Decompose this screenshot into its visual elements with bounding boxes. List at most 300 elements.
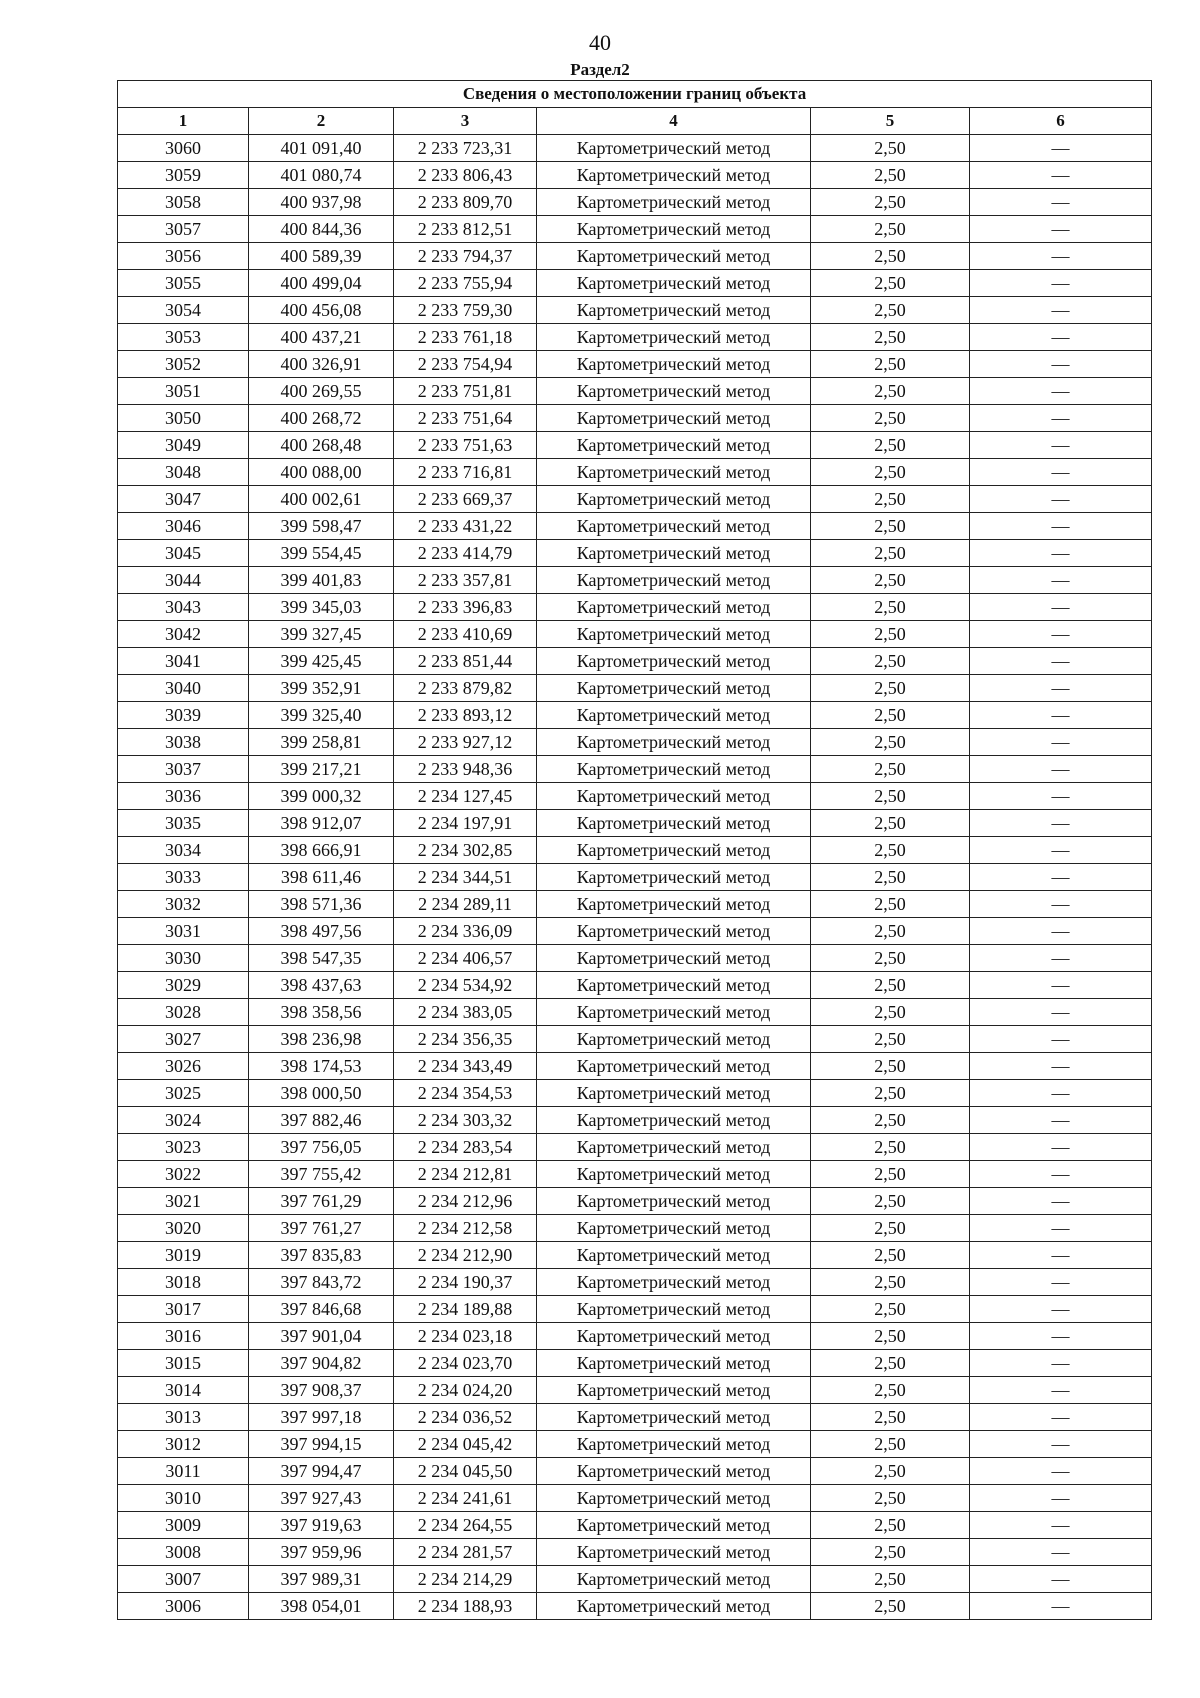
column-header-1: 1 [118, 108, 249, 135]
cell-coord-y: 2 233 809,70 [394, 189, 537, 216]
cell-coord-x: 400 844,36 [249, 216, 394, 243]
cell-accuracy: 2,50 [811, 189, 970, 216]
cell-point-number: 3025 [118, 1080, 249, 1107]
cell-point-number: 3045 [118, 540, 249, 567]
cell-point-number: 3047 [118, 486, 249, 513]
cell-coord-y: 2 233 716,81 [394, 459, 537, 486]
cell-coord-y: 2 234 406,57 [394, 945, 537, 972]
cell-point-number: 3041 [118, 648, 249, 675]
cell-coord-y: 2 233 751,63 [394, 432, 537, 459]
table-row [118, 1053, 1152, 1080]
cell-description: — [970, 648, 1152, 675]
cell-coord-y: 2 234 534,92 [394, 972, 537, 999]
cell-description: — [970, 1485, 1152, 1512]
cell-accuracy: 2,50 [811, 1593, 970, 1620]
cell-method: Картометрический метод [537, 216, 811, 243]
cell-coord-y: 2 233 414,79 [394, 540, 537, 567]
cell-description: — [970, 1404, 1152, 1431]
table-body [118, 135, 1152, 1620]
cell-description: — [970, 567, 1152, 594]
cell-accuracy: 2,50 [811, 459, 970, 486]
cell-coord-y: 2 234 212,81 [394, 1161, 537, 1188]
table-row [118, 837, 1152, 864]
cell-coord-x: 398 497,56 [249, 918, 394, 945]
table-row [118, 135, 1152, 162]
table-row [118, 675, 1152, 702]
cell-method: Картометрический метод [537, 1188, 811, 1215]
cell-coord-y: 2 234 281,57 [394, 1539, 537, 1566]
cell-coord-y: 2 234 344,51 [394, 864, 537, 891]
cell-coord-y: 2 233 851,44 [394, 648, 537, 675]
cell-method: Картометрический метод [537, 1566, 811, 1593]
table-row [118, 1512, 1152, 1539]
section-title: Раздел2 [570, 60, 630, 79]
coordinates-table [117, 80, 1152, 1620]
table-row [118, 864, 1152, 891]
cell-accuracy: 2,50 [811, 594, 970, 621]
cell-coord-y: 2 233 893,12 [394, 702, 537, 729]
cell-coord-y: 2 234 302,85 [394, 837, 537, 864]
cell-point-number: 3024 [118, 1107, 249, 1134]
cell-coord-x: 397 755,42 [249, 1161, 394, 1188]
cell-point-number: 3037 [118, 756, 249, 783]
cell-coord-y: 2 233 669,37 [394, 486, 537, 513]
cell-description: — [970, 891, 1152, 918]
cell-method: Картометрический метод [537, 1404, 811, 1431]
cell-description: — [970, 1269, 1152, 1296]
cell-point-number: 3006 [118, 1593, 249, 1620]
cell-method: Картометрический метод [537, 405, 811, 432]
cell-accuracy: 2,50 [811, 756, 970, 783]
cell-coord-y: 2 233 794,37 [394, 243, 537, 270]
cell-coord-x: 398 000,50 [249, 1080, 394, 1107]
cell-coord-y: 2 233 396,83 [394, 594, 537, 621]
cell-coord-x: 398 547,35 [249, 945, 394, 972]
cell-description: — [970, 1242, 1152, 1269]
cell-method: Картометрический метод [537, 999, 811, 1026]
table-row [118, 1377, 1152, 1404]
cell-description: — [970, 1188, 1152, 1215]
table-row [118, 405, 1152, 432]
cell-point-number: 3046 [118, 513, 249, 540]
cell-accuracy: 2,50 [811, 621, 970, 648]
cell-method: Картометрический метод [537, 1593, 811, 1620]
cell-coord-y: 2 234 264,55 [394, 1512, 537, 1539]
table-row [118, 702, 1152, 729]
cell-point-number: 3023 [118, 1134, 249, 1161]
cell-description: — [970, 1458, 1152, 1485]
cell-coord-x: 399 401,83 [249, 567, 394, 594]
table-row [118, 1485, 1152, 1512]
cell-coord-y: 2 234 036,52 [394, 1404, 537, 1431]
cell-coord-x: 398 611,46 [249, 864, 394, 891]
cell-method: Картометрический метод [537, 297, 811, 324]
cell-point-number: 3017 [118, 1296, 249, 1323]
cell-description: — [970, 1215, 1152, 1242]
cell-coord-x: 397 843,72 [249, 1269, 394, 1296]
cell-accuracy: 2,50 [811, 1296, 970, 1323]
cell-description: — [970, 243, 1152, 270]
table-row [118, 891, 1152, 918]
table-row [118, 324, 1152, 351]
cell-point-number: 3040 [118, 675, 249, 702]
cell-description: — [970, 351, 1152, 378]
cell-description: — [970, 1134, 1152, 1161]
cell-accuracy: 2,50 [811, 135, 970, 162]
cell-point-number: 3027 [118, 1026, 249, 1053]
cell-description: — [970, 864, 1152, 891]
cell-method: Картометрический метод [537, 1161, 811, 1188]
cell-coord-y: 2 234 212,90 [394, 1242, 537, 1269]
cell-accuracy: 2,50 [811, 216, 970, 243]
cell-point-number: 3007 [118, 1566, 249, 1593]
cell-coord-y: 2 234 024,20 [394, 1377, 537, 1404]
table-row [118, 810, 1152, 837]
cell-coord-y: 2 233 806,43 [394, 162, 537, 189]
cell-point-number: 3016 [118, 1323, 249, 1350]
table-row [118, 459, 1152, 486]
cell-point-number: 3029 [118, 972, 249, 999]
cell-point-number: 3008 [118, 1539, 249, 1566]
column-header-2: 2 [249, 108, 394, 135]
cell-coord-x: 397 959,96 [249, 1539, 394, 1566]
cell-coord-x: 400 499,04 [249, 270, 394, 297]
cell-point-number: 3052 [118, 351, 249, 378]
cell-point-number: 3020 [118, 1215, 249, 1242]
cell-method: Картометрический метод [537, 729, 811, 756]
cell-accuracy: 2,50 [811, 1215, 970, 1242]
cell-coord-y: 2 233 948,36 [394, 756, 537, 783]
cell-point-number: 3056 [118, 243, 249, 270]
cell-coord-x: 399 000,32 [249, 783, 394, 810]
cell-method: Картометрический метод [537, 837, 811, 864]
cell-description: — [970, 540, 1152, 567]
table-row [118, 1458, 1152, 1485]
cell-method: Картометрический метод [537, 540, 811, 567]
cell-description: — [970, 837, 1152, 864]
cell-method: Картометрический метод [537, 432, 811, 459]
cell-coord-y: 2 234 023,18 [394, 1323, 537, 1350]
cell-coord-x: 400 326,91 [249, 351, 394, 378]
table-row [118, 1188, 1152, 1215]
cell-accuracy: 2,50 [811, 1080, 970, 1107]
cell-accuracy: 2,50 [811, 1161, 970, 1188]
cell-coord-y: 2 234 343,49 [394, 1053, 537, 1080]
cell-method: Картометрический метод [537, 270, 811, 297]
cell-method: Картометрический метод [537, 621, 811, 648]
cell-point-number: 3051 [118, 378, 249, 405]
cell-description: — [970, 216, 1152, 243]
cell-coord-x: 399 327,45 [249, 621, 394, 648]
table-row [118, 945, 1152, 972]
cell-coord-y: 2 234 045,42 [394, 1431, 537, 1458]
cell-point-number: 3026 [118, 1053, 249, 1080]
cell-description: — [970, 1566, 1152, 1593]
cell-coord-x: 397 919,63 [249, 1512, 394, 1539]
cell-accuracy: 2,50 [811, 864, 970, 891]
cell-point-number: 3060 [118, 135, 249, 162]
column-header-3: 3 [394, 108, 537, 135]
cell-coord-x: 397 989,31 [249, 1566, 394, 1593]
table-row [118, 594, 1152, 621]
cell-coord-y: 2 234 214,29 [394, 1566, 537, 1593]
cell-point-number: 3018 [118, 1269, 249, 1296]
cell-description: — [970, 810, 1152, 837]
cell-method: Картометрический метод [537, 648, 811, 675]
cell-accuracy: 2,50 [811, 1350, 970, 1377]
table-row [118, 1539, 1152, 1566]
cell-accuracy: 2,50 [811, 783, 970, 810]
cell-method: Картометрический метод [537, 1053, 811, 1080]
cell-method: Картометрический метод [537, 513, 811, 540]
cell-coord-y: 2 234 356,35 [394, 1026, 537, 1053]
cell-method: Картометрический метод [537, 918, 811, 945]
cell-method: Картометрический метод [537, 189, 811, 216]
cell-coord-x: 400 937,98 [249, 189, 394, 216]
cell-method: Картометрический метод [537, 972, 811, 999]
cell-point-number: 3022 [118, 1161, 249, 1188]
cell-method: Картометрический метод [537, 1539, 811, 1566]
cell-point-number: 3031 [118, 918, 249, 945]
cell-accuracy: 2,50 [811, 405, 970, 432]
cell-coord-y: 2 233 755,94 [394, 270, 537, 297]
cell-coord-y: 2 234 189,88 [394, 1296, 537, 1323]
cell-coord-y: 2 234 303,32 [394, 1107, 537, 1134]
cell-method: Картометрический метод [537, 1242, 811, 1269]
cell-description: — [970, 324, 1152, 351]
table-row [118, 270, 1152, 297]
cell-coord-y: 2 233 927,12 [394, 729, 537, 756]
cell-coord-y: 2 233 431,22 [394, 513, 537, 540]
cell-description: — [970, 1377, 1152, 1404]
cell-coord-y: 2 234 188,93 [394, 1593, 537, 1620]
table-row [118, 1026, 1152, 1053]
cell-accuracy: 2,50 [811, 891, 970, 918]
cell-point-number: 3014 [118, 1377, 249, 1404]
cell-accuracy: 2,50 [811, 1026, 970, 1053]
cell-accuracy: 2,50 [811, 1188, 970, 1215]
table-header-row [118, 108, 1152, 135]
cell-point-number: 3038 [118, 729, 249, 756]
cell-description: — [970, 999, 1152, 1026]
table-row [118, 189, 1152, 216]
cell-coord-x: 397 908,37 [249, 1377, 394, 1404]
cell-description: — [970, 783, 1152, 810]
cell-coord-y: 2 233 410,69 [394, 621, 537, 648]
cell-method: Картометрический метод [537, 1512, 811, 1539]
cell-accuracy: 2,50 [811, 1512, 970, 1539]
table-row [118, 1350, 1152, 1377]
cell-description: — [970, 972, 1152, 999]
cell-coord-x: 399 554,45 [249, 540, 394, 567]
cell-point-number: 3011 [118, 1458, 249, 1485]
cell-accuracy: 2,50 [811, 1242, 970, 1269]
cell-method: Картометрический метод [537, 567, 811, 594]
table-row [118, 729, 1152, 756]
table-row [118, 1566, 1152, 1593]
cell-coord-y: 2 233 751,64 [394, 405, 537, 432]
table-row [118, 1593, 1152, 1620]
cell-coord-y: 2 234 289,11 [394, 891, 537, 918]
cell-method: Картометрический метод [537, 1431, 811, 1458]
cell-coord-x: 399 425,45 [249, 648, 394, 675]
table-row [118, 1215, 1152, 1242]
cell-method: Картометрический метод [537, 675, 811, 702]
cell-coord-y: 2 234 354,53 [394, 1080, 537, 1107]
table-row [118, 162, 1152, 189]
cell-accuracy: 2,50 [811, 972, 970, 999]
cell-coord-y: 2 233 723,31 [394, 135, 537, 162]
cell-coord-x: 397 835,83 [249, 1242, 394, 1269]
cell-point-number: 3013 [118, 1404, 249, 1431]
cell-coord-x: 399 258,81 [249, 729, 394, 756]
cell-accuracy: 2,50 [811, 351, 970, 378]
cell-accuracy: 2,50 [811, 999, 970, 1026]
cell-point-number: 3057 [118, 216, 249, 243]
cell-coord-y: 2 233 754,94 [394, 351, 537, 378]
cell-method: Картометрический метод [537, 459, 811, 486]
cell-method: Картометрический метод [537, 702, 811, 729]
cell-coord-x: 400 002,61 [249, 486, 394, 513]
table-row [118, 540, 1152, 567]
cell-coord-x: 399 598,47 [249, 513, 394, 540]
cell-coord-x: 397 997,18 [249, 1404, 394, 1431]
cell-description: — [970, 945, 1152, 972]
cell-accuracy: 2,50 [811, 270, 970, 297]
cell-method: Картометрический метод [537, 135, 811, 162]
cell-method: Картометрический метод [537, 1215, 811, 1242]
cell-coord-x: 400 456,08 [249, 297, 394, 324]
cell-coord-x: 397 882,46 [249, 1107, 394, 1134]
cell-coord-x: 401 091,40 [249, 135, 394, 162]
table-row [118, 1296, 1152, 1323]
cell-point-number: 3034 [118, 837, 249, 864]
cell-point-number: 3036 [118, 783, 249, 810]
cell-coord-y: 2 234 383,05 [394, 999, 537, 1026]
cell-method: Картометрический метод [537, 351, 811, 378]
table-row [118, 1080, 1152, 1107]
cell-description: — [970, 135, 1152, 162]
cell-description: — [970, 1512, 1152, 1539]
table-row [118, 1242, 1152, 1269]
cell-coord-y: 2 234 023,70 [394, 1350, 537, 1377]
cell-point-number: 3010 [118, 1485, 249, 1512]
table-row [118, 486, 1152, 513]
cell-accuracy: 2,50 [811, 918, 970, 945]
cell-coord-y: 2 234 212,58 [394, 1215, 537, 1242]
cell-coord-x: 398 571,36 [249, 891, 394, 918]
table-row [118, 432, 1152, 459]
cell-coord-x: 397 994,15 [249, 1431, 394, 1458]
table-row [118, 567, 1152, 594]
cell-accuracy: 2,50 [811, 1134, 970, 1161]
cell-coord-y: 2 233 357,81 [394, 567, 537, 594]
cell-coord-y: 2 234 197,91 [394, 810, 537, 837]
cell-point-number: 3021 [118, 1188, 249, 1215]
cell-method: Картометрический метод [537, 486, 811, 513]
cell-description: — [970, 513, 1152, 540]
cell-accuracy: 2,50 [811, 702, 970, 729]
cell-accuracy: 2,50 [811, 567, 970, 594]
cell-coord-x: 398 666,91 [249, 837, 394, 864]
cell-point-number: 3042 [118, 621, 249, 648]
cell-coord-y: 2 234 336,09 [394, 918, 537, 945]
cell-accuracy: 2,50 [811, 1566, 970, 1593]
cell-method: Картометрический метод [537, 891, 811, 918]
cell-description: — [970, 1026, 1152, 1053]
cell-coord-y: 2 233 751,81 [394, 378, 537, 405]
cell-coord-x: 400 437,21 [249, 324, 394, 351]
cell-coord-x: 400 088,00 [249, 459, 394, 486]
cell-description: — [970, 729, 1152, 756]
table-row [118, 513, 1152, 540]
cell-coord-x: 398 174,53 [249, 1053, 394, 1080]
table-row [118, 1404, 1152, 1431]
cell-description: — [970, 405, 1152, 432]
cell-method: Картометрический метод [537, 1107, 811, 1134]
cell-coord-x: 398 437,63 [249, 972, 394, 999]
cell-coord-y: 2 234 212,96 [394, 1188, 537, 1215]
column-header-6: 6 [970, 108, 1152, 135]
cell-description: — [970, 1161, 1152, 1188]
cell-coord-x: 397 901,04 [249, 1323, 394, 1350]
cell-accuracy: 2,50 [811, 729, 970, 756]
cell-description: — [970, 1593, 1152, 1620]
table-row [118, 243, 1152, 270]
cell-accuracy: 2,50 [811, 675, 970, 702]
cell-coord-x: 400 268,48 [249, 432, 394, 459]
table-row [118, 648, 1152, 675]
cell-method: Картометрический метод [537, 945, 811, 972]
cell-point-number: 3012 [118, 1431, 249, 1458]
table-row [118, 756, 1152, 783]
cell-accuracy: 2,50 [811, 378, 970, 405]
table-row [118, 1323, 1152, 1350]
cell-method: Картометрический метод [537, 162, 811, 189]
cell-accuracy: 2,50 [811, 810, 970, 837]
cell-coord-x: 397 927,43 [249, 1485, 394, 1512]
cell-method: Картометрический метод [537, 1026, 811, 1053]
cell-point-number: 3054 [118, 297, 249, 324]
cell-accuracy: 2,50 [811, 1323, 970, 1350]
cell-point-number: 3044 [118, 567, 249, 594]
cell-coord-y: 2 233 879,82 [394, 675, 537, 702]
table-caption-row [118, 81, 1152, 108]
cell-coord-y: 2 234 045,50 [394, 1458, 537, 1485]
cell-accuracy: 2,50 [811, 513, 970, 540]
cell-description: — [970, 1080, 1152, 1107]
cell-coord-x: 398 912,07 [249, 810, 394, 837]
cell-accuracy: 2,50 [811, 1404, 970, 1431]
cell-point-number: 3009 [118, 1512, 249, 1539]
cell-point-number: 3032 [118, 891, 249, 918]
cell-description: — [970, 621, 1152, 648]
table-caption: Сведения о местоположении границ объекта [118, 81, 1152, 108]
cell-coord-x: 397 846,68 [249, 1296, 394, 1323]
cell-coord-x: 399 217,21 [249, 756, 394, 783]
cell-accuracy: 2,50 [811, 1431, 970, 1458]
table-row [118, 621, 1152, 648]
cell-description: — [970, 594, 1152, 621]
cell-method: Картометрический метод [537, 1458, 811, 1485]
cell-accuracy: 2,50 [811, 648, 970, 675]
cell-description: — [970, 918, 1152, 945]
cell-description: — [970, 459, 1152, 486]
cell-description: — [970, 702, 1152, 729]
table-row [118, 378, 1152, 405]
cell-description: — [970, 756, 1152, 783]
cell-description: — [970, 1350, 1152, 1377]
